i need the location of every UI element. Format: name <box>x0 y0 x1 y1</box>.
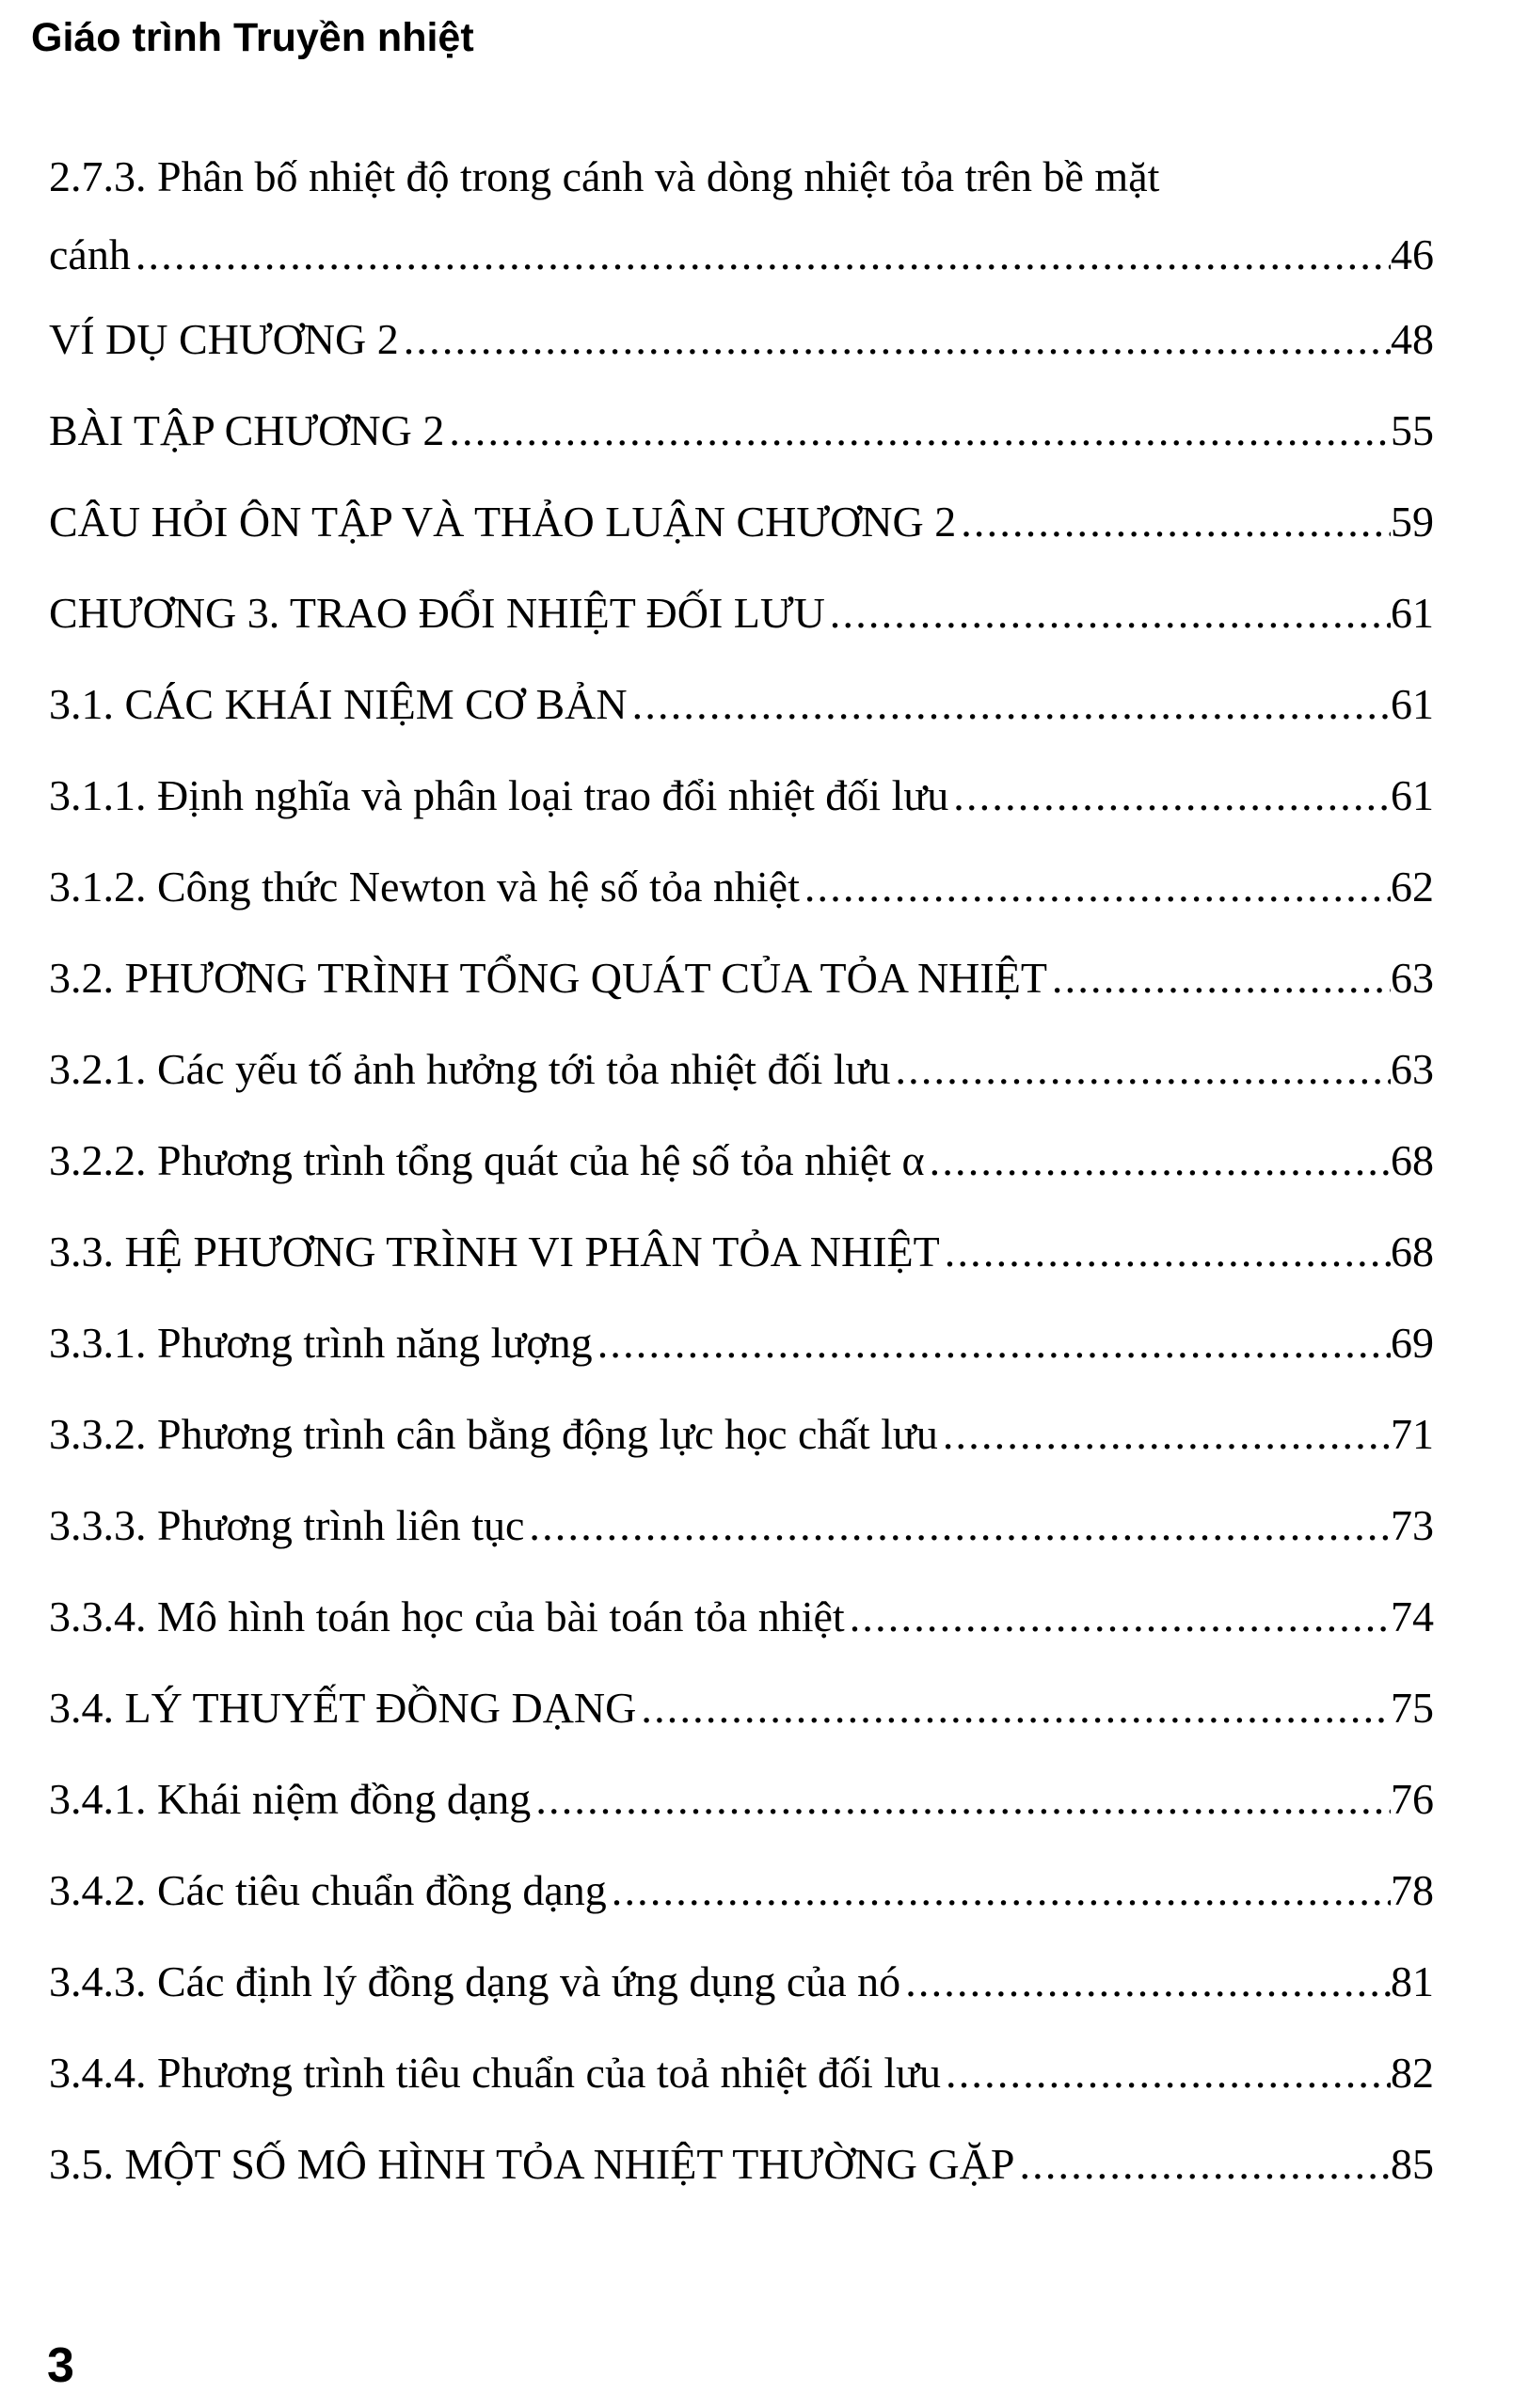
toc-page-number: 82 <box>1391 2049 1434 2097</box>
toc-page-number: 73 <box>1391 1501 1434 1549</box>
toc-entry-title: 3.4.2. Các tiêu chuẩn đồng dạng <box>49 1866 607 1914</box>
toc-page-number: 63 <box>1391 954 1434 1002</box>
toc-entry-continuation <box>49 215 1434 293</box>
dot-leader <box>953 750 1391 841</box>
toc-entry <box>49 1845 1434 1936</box>
dot-leader <box>449 385 1391 476</box>
dot-leader <box>946 2027 1391 2118</box>
toc-entry <box>49 1662 1434 1753</box>
toc-entry <box>49 137 1434 215</box>
toc-page-number: 61 <box>1391 680 1434 728</box>
toc-entry-title: 3.3.4. Mô hình toán học của bài toán tỏa nhiệt <box>49 1592 845 1640</box>
toc-entry <box>49 567 1434 658</box>
toc-entry-title: 3.4. LÝ THUYẾT ĐỒNG DẠNG <box>49 1684 637 1732</box>
toc-entry <box>49 1936 1434 2027</box>
dot-leader <box>830 567 1391 658</box>
toc-entry-title: 3.3.3. Phương trình liên tục <box>49 1501 525 1549</box>
toc-entry-title: BÀI TẬP CHƯƠNG 2 <box>49 406 445 454</box>
toc-page-number: 59 <box>1391 498 1434 546</box>
toc-entry-title: 3.2.2. Phương trình tổng quát của hệ số tỏa nhiệt α <box>49 1136 925 1184</box>
toc-page-number: 69 <box>1391 1319 1434 1367</box>
toc-entry-title: 3.3.2. Phương trình cân bằng động lực học chất lưu <box>49 1410 938 1458</box>
toc-entry <box>49 841 1434 932</box>
toc-entry-title-wrap: cánh <box>49 230 131 278</box>
toc-entry <box>49 932 1434 1023</box>
toc-page-number: 48 <box>1391 315 1434 363</box>
toc-entry <box>49 1753 1434 1845</box>
toc-entry-title: 3.2. PHƯƠNG TRÌNH TỔNG QUÁT CỦA TỎA NHIỆT <box>49 954 1047 1002</box>
toc-entry-title: CHƯƠNG 3. TRAO ĐỔI NHIỆT ĐỐI LƯU <box>49 589 825 637</box>
toc-entry <box>49 2027 1434 2118</box>
toc-entry-title: 3.3.1. Phương trình năng lượng <box>49 1319 593 1367</box>
toc-entry <box>49 658 1434 750</box>
dot-leader <box>850 1571 1391 1662</box>
toc-entry-title: 3.5. MỘT SỐ MÔ HÌNH TỎA NHIỆT THƯỜNG GẶP <box>49 2140 1015 2188</box>
dot-leader <box>1052 932 1391 1023</box>
table-of-contents <box>49 137 1434 2210</box>
toc-entry <box>49 1115 1434 1206</box>
dot-leader <box>597 1297 1391 1388</box>
dot-leader <box>135 215 1391 293</box>
dot-leader <box>905 1936 1391 2027</box>
toc-page-number: 75 <box>1391 1684 1434 1732</box>
dot-leader <box>612 1845 1391 1936</box>
toc-entry <box>49 476 1434 567</box>
dot-leader <box>1019 2118 1391 2210</box>
toc-page-number: 76 <box>1391 1775 1434 1823</box>
toc-entry <box>49 1206 1434 1297</box>
toc-page-number: 68 <box>1391 1136 1434 1184</box>
toc-entry <box>49 2118 1434 2210</box>
toc-entry <box>49 1023 1434 1115</box>
book-title: Giáo trình Truyền nhiệt <box>31 15 474 60</box>
toc-entry <box>49 1388 1434 1480</box>
toc-entry <box>49 1297 1434 1388</box>
page-number: 3 <box>47 2338 74 2393</box>
toc-page-number: 62 <box>1391 863 1434 911</box>
toc-page-number: 71 <box>1391 1410 1434 1458</box>
toc-entry <box>49 385 1434 476</box>
toc-entry-title: 3.2.1. Các yếu tố ảnh hưởng tới tỏa nhiệt đối lưu <box>49 1045 891 1093</box>
toc-page-number: 78 <box>1391 1866 1434 1914</box>
dot-leader <box>529 1480 1391 1571</box>
toc-entry-title: 3.4.1. Khái niệm đồng dạng <box>49 1775 532 1823</box>
toc-entry <box>49 293 1434 385</box>
toc-entry-title: VÍ DỤ CHƯƠNG 2 <box>49 315 399 363</box>
dot-leader <box>804 841 1391 932</box>
dot-leader <box>943 1388 1391 1480</box>
toc-entry-title: 3.1.2. Công thức Newton và hệ số tỏa nhiệt <box>49 863 800 911</box>
toc-entry-title: 3.4.3. Các định lý đồng dạng và ứng dụng của nó <box>49 1957 901 2005</box>
dot-leader <box>895 1023 1391 1115</box>
dot-leader <box>930 1115 1391 1206</box>
toc-entry-title: 2.7.3. Phân bố nhiệt độ trong cánh và dòng nhiệt tỏa trên bề mặt <box>49 152 1160 200</box>
toc-page-number: 61 <box>1391 771 1434 819</box>
toc-page-number: 81 <box>1391 1957 1434 2005</box>
toc-page-number: 68 <box>1391 1228 1434 1275</box>
dot-leader <box>641 1662 1391 1753</box>
dot-leader <box>535 1753 1391 1845</box>
toc-page-number: 85 <box>1391 2140 1434 2188</box>
toc-entry <box>49 750 1434 841</box>
toc-entry-title: CÂU HỎI ÔN TẬP VÀ THẢO LUẬN CHƯƠNG 2 <box>49 498 957 546</box>
dot-leader <box>945 1206 1391 1297</box>
toc-entry-title: 3.3. HỆ PHƯƠNG TRÌNH VI PHÂN TỎA NHIỆT <box>49 1228 940 1275</box>
toc-page-number: 63 <box>1391 1045 1434 1093</box>
toc-page-number: 74 <box>1391 1592 1434 1640</box>
toc-page-number: 46 <box>1391 230 1434 278</box>
toc-entry-title: 3.1.1. Định nghĩa và phân loại trao đổi nhiệt đối lưu <box>49 771 949 819</box>
toc-entry <box>49 1571 1434 1662</box>
toc-page-number: 55 <box>1391 406 1434 454</box>
toc-entry <box>49 1480 1434 1571</box>
dot-leader <box>632 658 1391 750</box>
toc-page-number: 61 <box>1391 589 1434 637</box>
dot-leader <box>404 293 1391 385</box>
toc-entry-title: 3.4.4. Phương trình tiêu chuẩn của toả nhiệt đối lưu <box>49 2049 942 2097</box>
dot-leader <box>961 476 1391 567</box>
toc-entry-title: 3.1. CÁC KHÁI NIỆM CƠ BẢN <box>49 680 628 728</box>
